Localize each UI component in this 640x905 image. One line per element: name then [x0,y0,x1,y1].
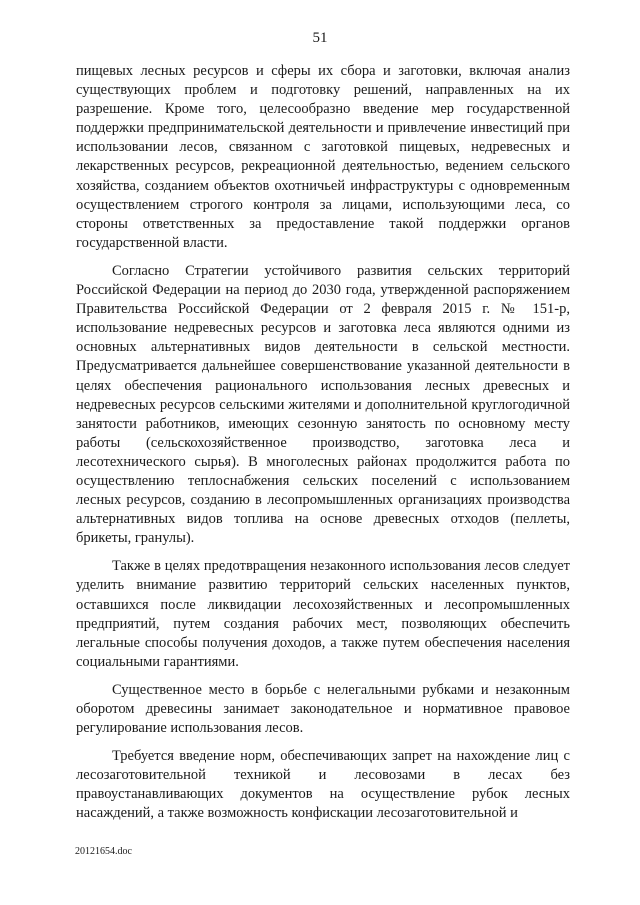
paragraph-strategy: Согласно Стратегии устойчивого развития сельских территорий Российской Федерации на период до 2030 года, утвержденной распоряжением Правительства Российской Федерации от 2 февраля 2015 г. № 151-р, использование недревесных ресурсов и заготовка леса являются одними из основных альтернативных видов деятельности в сельской местности. Предусматривается дальнейшее совершенствование указанной деятельности в целях обеспечения рационального использования лесных древесных и недревесных ресурсов сельскими жителями и дополнительной круглогодичной занятости работников, имеющих сезонную занятость по основному месту работы (сельскохозяйственное производство, заготовка леса и лесотехнического сырья). В многолесных районах продолжится работа по осуществлению теплоснабжения сельских поселений с использованием лесных ресурсов, созданию в лесопромышленных организациях производства альтернативных видов топлива на основе древесных отходов (пеллеты, брикеты, гранулы). [76,262,570,547]
paragraph-continued: пищевых лесных ресурсов и сферы их сбора и заготовки, включая анализ существующих проблем и подготовку решений, направленных на их разрешение. Кроме того, целесообразно введение мер государственной поддержки предпринимательской деятельности и привлечение инвестиций при использовании лесов, связанном с заготовкой пищевых, недревесных и лекарственных ресурсов, рекреационной деятельностью, ведением сельского хозяйства, созданием объектов охотничьей инфраструктуры с одновременным осуществлением строгого контроля за лицами, использующими леса, со стороны ответственных за предоставление такой поддержки органов государственной власти. [76,63,570,251]
footer-document-name: 20121654.doc [75,846,132,857]
document-body [76,62,570,824]
page-number: 51 [312,30,328,46]
paragraph-norms: Требуется введение норм, обеспечивающих запрет на нахождение лиц с лесозаготовительной техникой и лесовозами в лесах без правоустанавливающих документов на осуществление рубок лесных насаждений, а также возможность конфискации лесозаготовительной и [76,748,570,822]
paragraph-rural-settlements: Также в целях предотвращения незаконного использования лесов следует уделить внимание развитию территорий сельских населенных пунктов, оставшихся после ликвидации лесохозяйственных и лесопромышленных предприятий, путем создания рабочих мест, позволяющих обеспечить легальные способы получения доходов, а также путем обеспечения населения социальными гарантиями. [76,558,570,670]
paragraph-legal-regulation: Существенное место в борьбе с нелегальными рубками и незаконным оборотом древесины занимает законодательное и нормативное правовое регулирование использования лесов. [76,681,570,737]
